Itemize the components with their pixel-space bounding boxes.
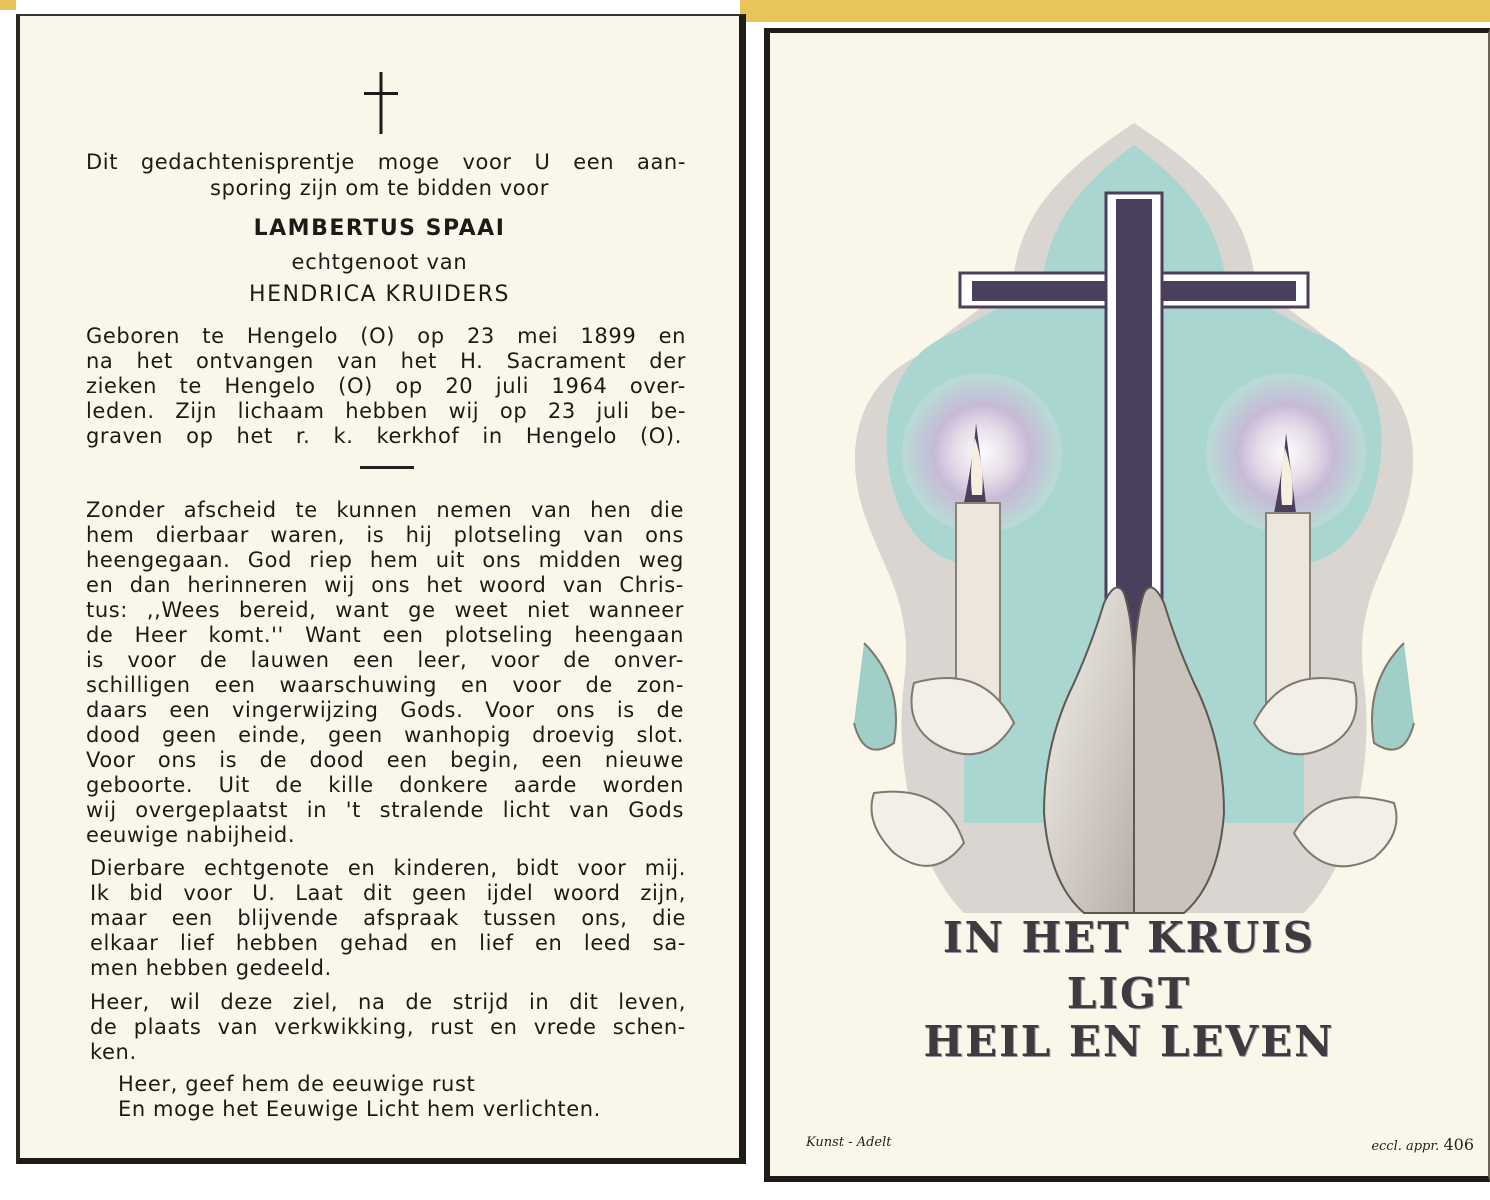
reflection-line: geboorte. Uit de kille donkere aarde worden [86, 773, 684, 797]
card-title-line: LIGT [1066, 969, 1192, 1018]
bio-line: graven op het r. k. kerkhof in Hengelo (O). [86, 424, 682, 448]
closing-line: En moge het Eeuwige Licht hem verlichten. [118, 1097, 601, 1121]
reflection-line: Voor ons is de dood een begin, een nieuwe [86, 748, 684, 772]
section-divider [360, 466, 414, 469]
address-line: elkaar lief hebben gehad en lief en leed sa- [90, 931, 686, 955]
reflection-line: eeuwige nabijheid. [86, 823, 296, 847]
spouse-label: echtgenoot van [291, 250, 468, 274]
reflection-line: hem dierbaar waren, is hij plotseling van ons [86, 523, 684, 547]
bio-line: Geboren te Hengelo (O) op 23 mei 1899 en [86, 324, 686, 348]
approval-label [1371, 1135, 1474, 1154]
card-title-line: HEIL EN LEVEN [923, 1017, 1335, 1066]
reflection-line: en dan herinneren wij ons het woord van Chris- [86, 573, 684, 597]
reflection-line: dood geen einde, geen wanhopig droevig slot. [86, 723, 684, 747]
publisher-label: Kunst - Adelt [806, 1135, 892, 1150]
address-line: Ik bid voor U. Laat dit geen ijdel woord zijn, [90, 881, 686, 905]
intro-line: Dit gedachtenisprentje moge voor U een aan- [86, 150, 686, 174]
reflection-line: de Heer komt.'' Want een plotseling heengaan [86, 623, 684, 647]
prayer-line: Heer, wil deze ziel, na de strijd in dit leven, [90, 990, 686, 1014]
approval-text: eccl. appr. [1371, 1139, 1440, 1154]
reflection-line: schilligen een waarschuwing en voor de zon- [86, 673, 684, 697]
address-line: maar een blijvende afspraak tussen ons, die [90, 906, 686, 930]
address-line: men hebben gedeeld. [90, 956, 332, 980]
card-title-line: IN HET KRUIS [942, 913, 1316, 962]
reflection-line: Zonder afscheid te kunnen nemen van hen die [86, 498, 684, 522]
bio-line: leden. Zijn lichaam hebben wij op 23 juli be- [86, 399, 686, 423]
reflection-line: tus: ,,Wees bereid, want ge weet niet wanneer [86, 598, 684, 622]
closing-line: Heer, geef hem de eeuwige rust [118, 1072, 476, 1096]
prayer-line: ken. [90, 1040, 137, 1064]
top-edge-strip [0, 0, 16, 10]
prayer-line: de plaats van verkwikking, rust en vrede schen- [90, 1015, 686, 1039]
address-line: Dierbare echtgenote en kinderen, bidt voor mij. [90, 856, 686, 880]
reflection-line: daars een vingerwijzing Gods. Voor ons is de [86, 698, 684, 722]
cross-candles-hands-illustration [834, 123, 1434, 923]
memorial-card-image-side [764, 28, 1490, 1182]
reflection-line: wij overgeplaatst in 't stralende licht van Gods [86, 798, 684, 822]
bio-line: zieken te Hengelo (O) op 20 juli 1964 over- [86, 374, 686, 398]
reflection-line: is voor de lauwen een leer, voor de onver- [86, 648, 684, 672]
deceased-name: LAMBERTUS SPAAI [253, 216, 506, 241]
intro-line: sporing zijn om te bidden voor [210, 176, 549, 200]
top-edge-strip [740, 0, 1490, 22]
bio-line: na het ontvangen van het H. Sacrament der [86, 349, 686, 373]
reflection-line: heengegaan. God riep hem uit ons midden weg [86, 548, 684, 572]
cross-icon [364, 72, 398, 134]
memorial-card-text-side [16, 14, 746, 1164]
approval-number: 406 [1443, 1135, 1474, 1154]
spouse-name: HENDRICA KRUIDERS [249, 282, 510, 307]
